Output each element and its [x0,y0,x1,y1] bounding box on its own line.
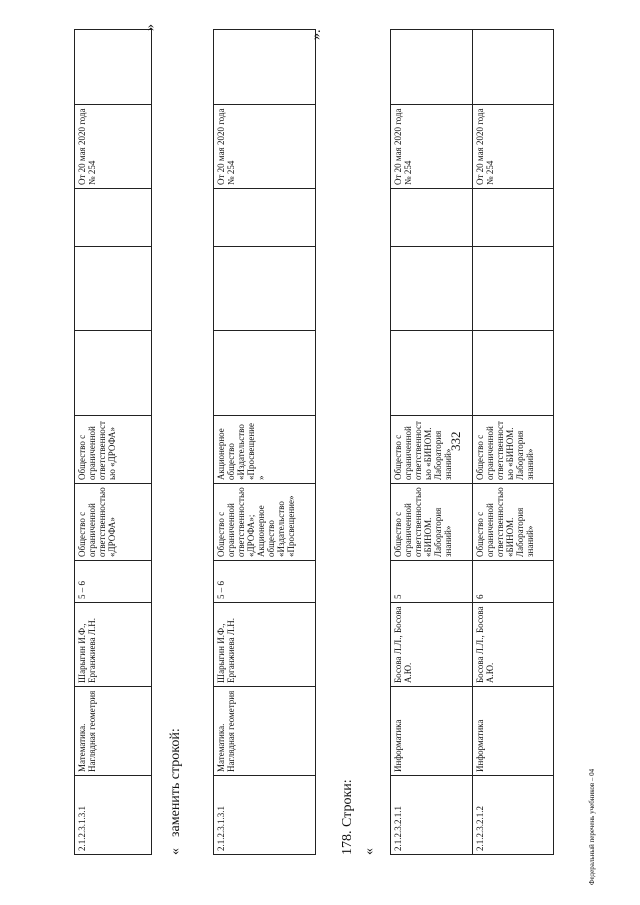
empty-cell [75,189,152,247]
table-old-row [74,29,152,855]
authors-cell: Босова Л.Л., Босова А.Ю. [391,603,473,687]
publisher-cell: Общество с ограниченной ответственностью «БИНОМ. Лаборатория знаний» [391,484,473,561]
publisher2-cell: Акционерное общество «Издательство «Просвещение» [214,416,316,484]
grade-cell: 5 – 6 [214,561,316,603]
code-cell: 2.1.2.3.2.1.1 [391,776,473,855]
order-cell: От 20 мая 2020 года № 254 [391,105,473,189]
empty-cell [472,189,554,247]
title-cell: Математика. Наглядная геометрия [75,687,152,776]
empty-cell [472,247,554,331]
open-quote-2: « [168,848,183,855]
grade-cell: 6 [472,561,554,603]
close-quote-3: ». [309,29,324,40]
close-quote-1: » [143,24,158,31]
section-replace-label: заменить строкой: [168,728,183,837]
code-cell: 2.1.2.3.2.1.2 [472,776,554,855]
empty-cell [214,247,316,331]
table-row [472,30,554,855]
authors-cell: Шарыгин И.Ф., Ерганжиева Л.Н. [214,603,316,687]
footer-text: Федеральный перечень учебников – 04 [588,768,596,885]
title-cell: Математика. Наглядная геометрия [214,687,316,776]
empty-cell [75,30,152,105]
table-new-row [213,29,316,855]
table-row [75,30,152,855]
empty-cell [214,30,316,105]
publisher-cell: Общество с ограниченной ответственностью «ДРОФА» [75,484,152,561]
empty-cell [391,247,473,331]
empty-cell [472,30,554,105]
empty-cell [391,30,473,105]
title-cell: Информатика [472,687,554,776]
empty-cell [75,247,152,331]
publisher2-cell: Общество с ограниченной ответственностью «БИНОМ. Лаборатория знаний» [472,416,554,484]
grade-cell: 5 – 6 [75,561,152,603]
empty-cell [391,189,473,247]
code-cell: 2.1.2.3.1.3.1 [214,776,316,855]
order-cell: От 20 мая 2020 года № 254 [214,105,316,189]
table-row [214,30,316,855]
publisher2-cell: Общество с ограниченной ответственностью «БИНОМ. Лаборатория знаний» [391,416,473,484]
order-cell: От 20 мая 2020 года № 254 [75,105,152,189]
empty-cell [75,331,152,416]
section-178-label: 178. Строки: [340,779,355,855]
title-cell: Информатика [391,687,473,776]
publisher-cell: Общество с ограниченной ответственностью «ДРОФА»; Акционерное общество «Издательство «Просвещение» [214,484,316,561]
open-quote-4: « [362,848,377,855]
grade-cell: 5 [391,561,473,603]
table-row [391,30,473,855]
authors-cell: Босова Л.Л., Босова А.Ю. [472,603,554,687]
authors-cell: Шарыгин И.Ф., Ерганжиева Л.Н. [75,603,152,687]
code-cell: 2.1.2.3.1.3.1 [75,776,152,855]
page-number: 332 [448,431,463,451]
empty-cell [214,331,316,416]
publisher-cell: Общество с ограниченной ответственностью «БИНОМ. Лаборатория знаний» [472,484,554,561]
table-178-rows [390,29,554,855]
empty-cell [214,189,316,247]
empty-cell [472,331,554,416]
empty-cell [391,331,473,416]
publisher2-cell: Общество с ограниченной ответственностью «ДРОФА» [75,416,152,484]
order-cell: От 20 мая 2020 года № 254 [472,105,554,189]
